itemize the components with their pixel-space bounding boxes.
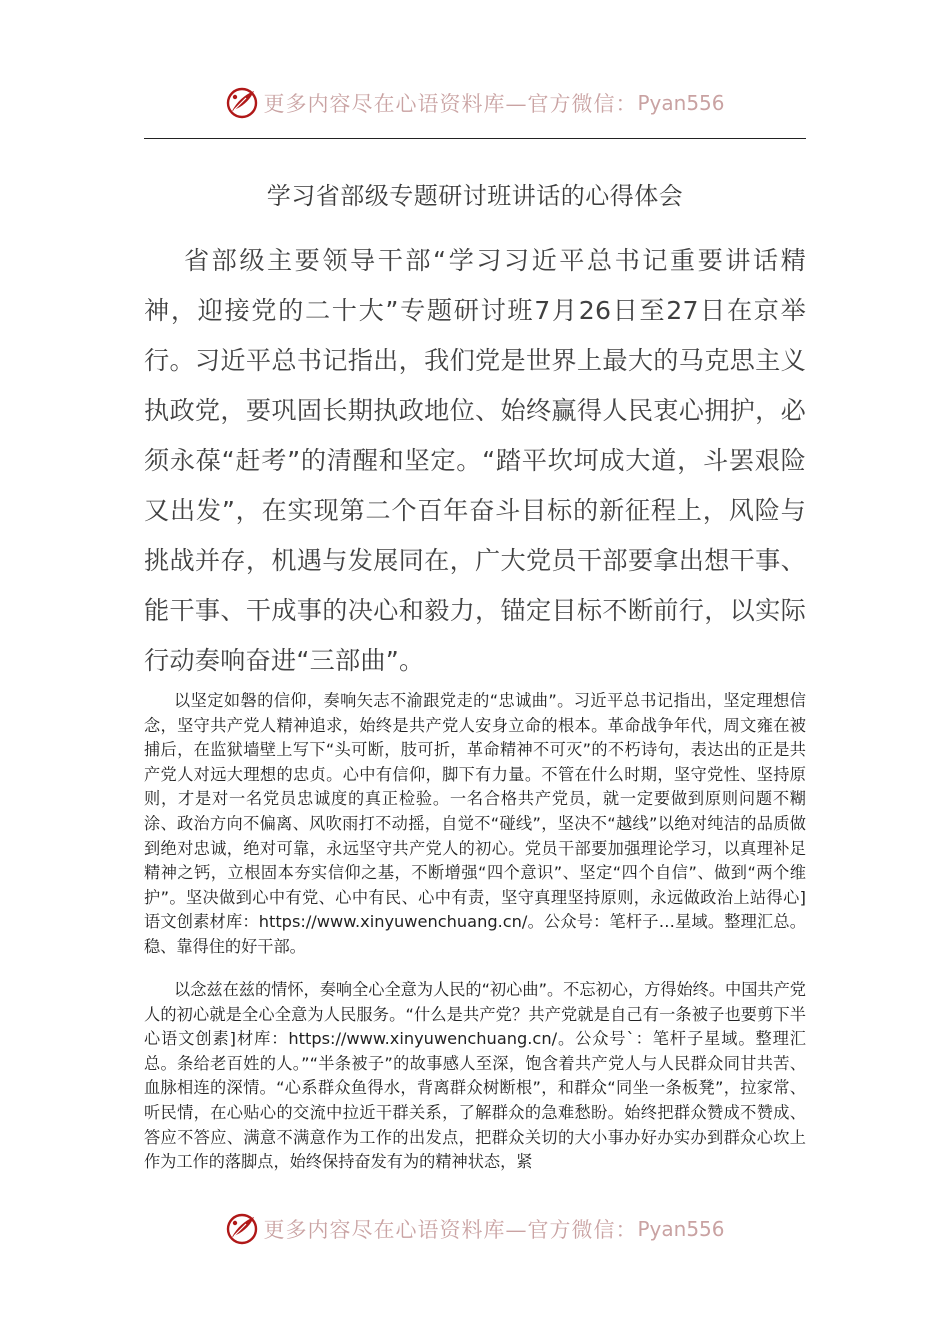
footer-watermark-banner [0,1204,950,1254]
header-watermark-banner [0,78,950,128]
banner-text: 更多内容尽在心语资料库—官方微信： [263,92,638,116]
lead-paragraph: 省部级主要领导干部“学习习近平总书记重要讲话精神，迎接党的二十大”专题研讨班7月26日至27日在京举行。习近平总书记指出，我们党是世界上最大的马克思主义执政党，要巩固长期执政地位、始终赢得人民衷心拥护，必须永葆“赶考”的清醒和坚定。“踏平坎坷成大道，斗罢艰险又出发”，在实现第二个百年奋斗目标的新征程上，风险与挑战并存，机遇与发展同在，广大党员干部要拿出想干事、能干事、干成事的决心和毅力，锚定目标不断前行，以实际行动奏响奋进“三部曲”。 [144,246,806,675]
body-paragraph-original-aspiration: 以念兹在兹的情怀，奏响全心全意为人民的“初心曲”。不忘初心，方得始终。中国共产党人的初心就是全心全意为人民服务。“什么是共产党？共产党就是自己有一条被子也要剪下半心语文创素]材库：https://www.xinyuwenchuang.cn/。公众号`：笔杆子星域。整理汇总。条给老百姓的人。”“半条被子”的故事感人至深，饱含着共产党人与人民群众同甘共苦、血脉相连的深情。“心系群众鱼得水，背离群众树断根”，和群众“同坐一条板凳”，拉家常、听民情，在心贴心的交流中拉近干群关系，了解群众的急难愁盼。始终把群众赞成不赞成、答应不答应、满意不满意作为工作的出发点，把群众关切的大小事办好办实办到群众心坎上作为工作的落脚点，始终保持奋发有为的精神状态，紧 [144,980,806,1172]
document-title: 学习省部级专题研讨班讲话的心得体会 [266,182,684,210]
banner-text: 更多内容尽在心语资料库—官方微信： [263,1218,638,1242]
wechat-id: Pyan556 [637,91,725,115]
header-divider [144,138,806,139]
quill-pen-logo-icon [225,86,259,120]
body-paragraph-loyalty: 以坚定如磐的信仰，奏响矢志不渝跟党走的“忠诚曲”。习近平总书记指出，坚定理想信念，坚守共产党人精神追求，始终是共产党人安身立命的根本。革命战争年代，周文雍在被捕后，在监狱墙壁上写下“头可断，肢可折，革命精神不可灭”的不朽诗句，表达出的正是共产党人对远大理想的忠贞。心中有信仰，脚下有力量。不管在什么时期，坚守党性、坚持原则，才是对一名党员忠诚度的真正检验。一名合格共产党员，就一定要做到原则问题不糊涂、政治方向不偏离、风吹雨打不动摇，自觉不“碰线”，坚决不“越线”以绝对纯洁的品质做到绝对忠诚，绝对可靠，永远坚守共产党人的初心。党员干部要加强理论学习，以真理补足精神之钙，立根固本夯实信仰之基，不断增强“四个意识”、坚定“四个自信”、做到“两个维护”。坚决做到心中有党、心中有民、心中有责，坚守真理坚持原则，永远做政治上站得心]语文创素材库：https://www.xinyuwenchuang.cn/。公众号：笔杆子…星域。整理汇总。稳、靠得住的好干部。 [144,691,806,956]
quill-pen-logo-icon [225,1212,259,1246]
wechat-id: Pyan556 [637,1217,725,1241]
